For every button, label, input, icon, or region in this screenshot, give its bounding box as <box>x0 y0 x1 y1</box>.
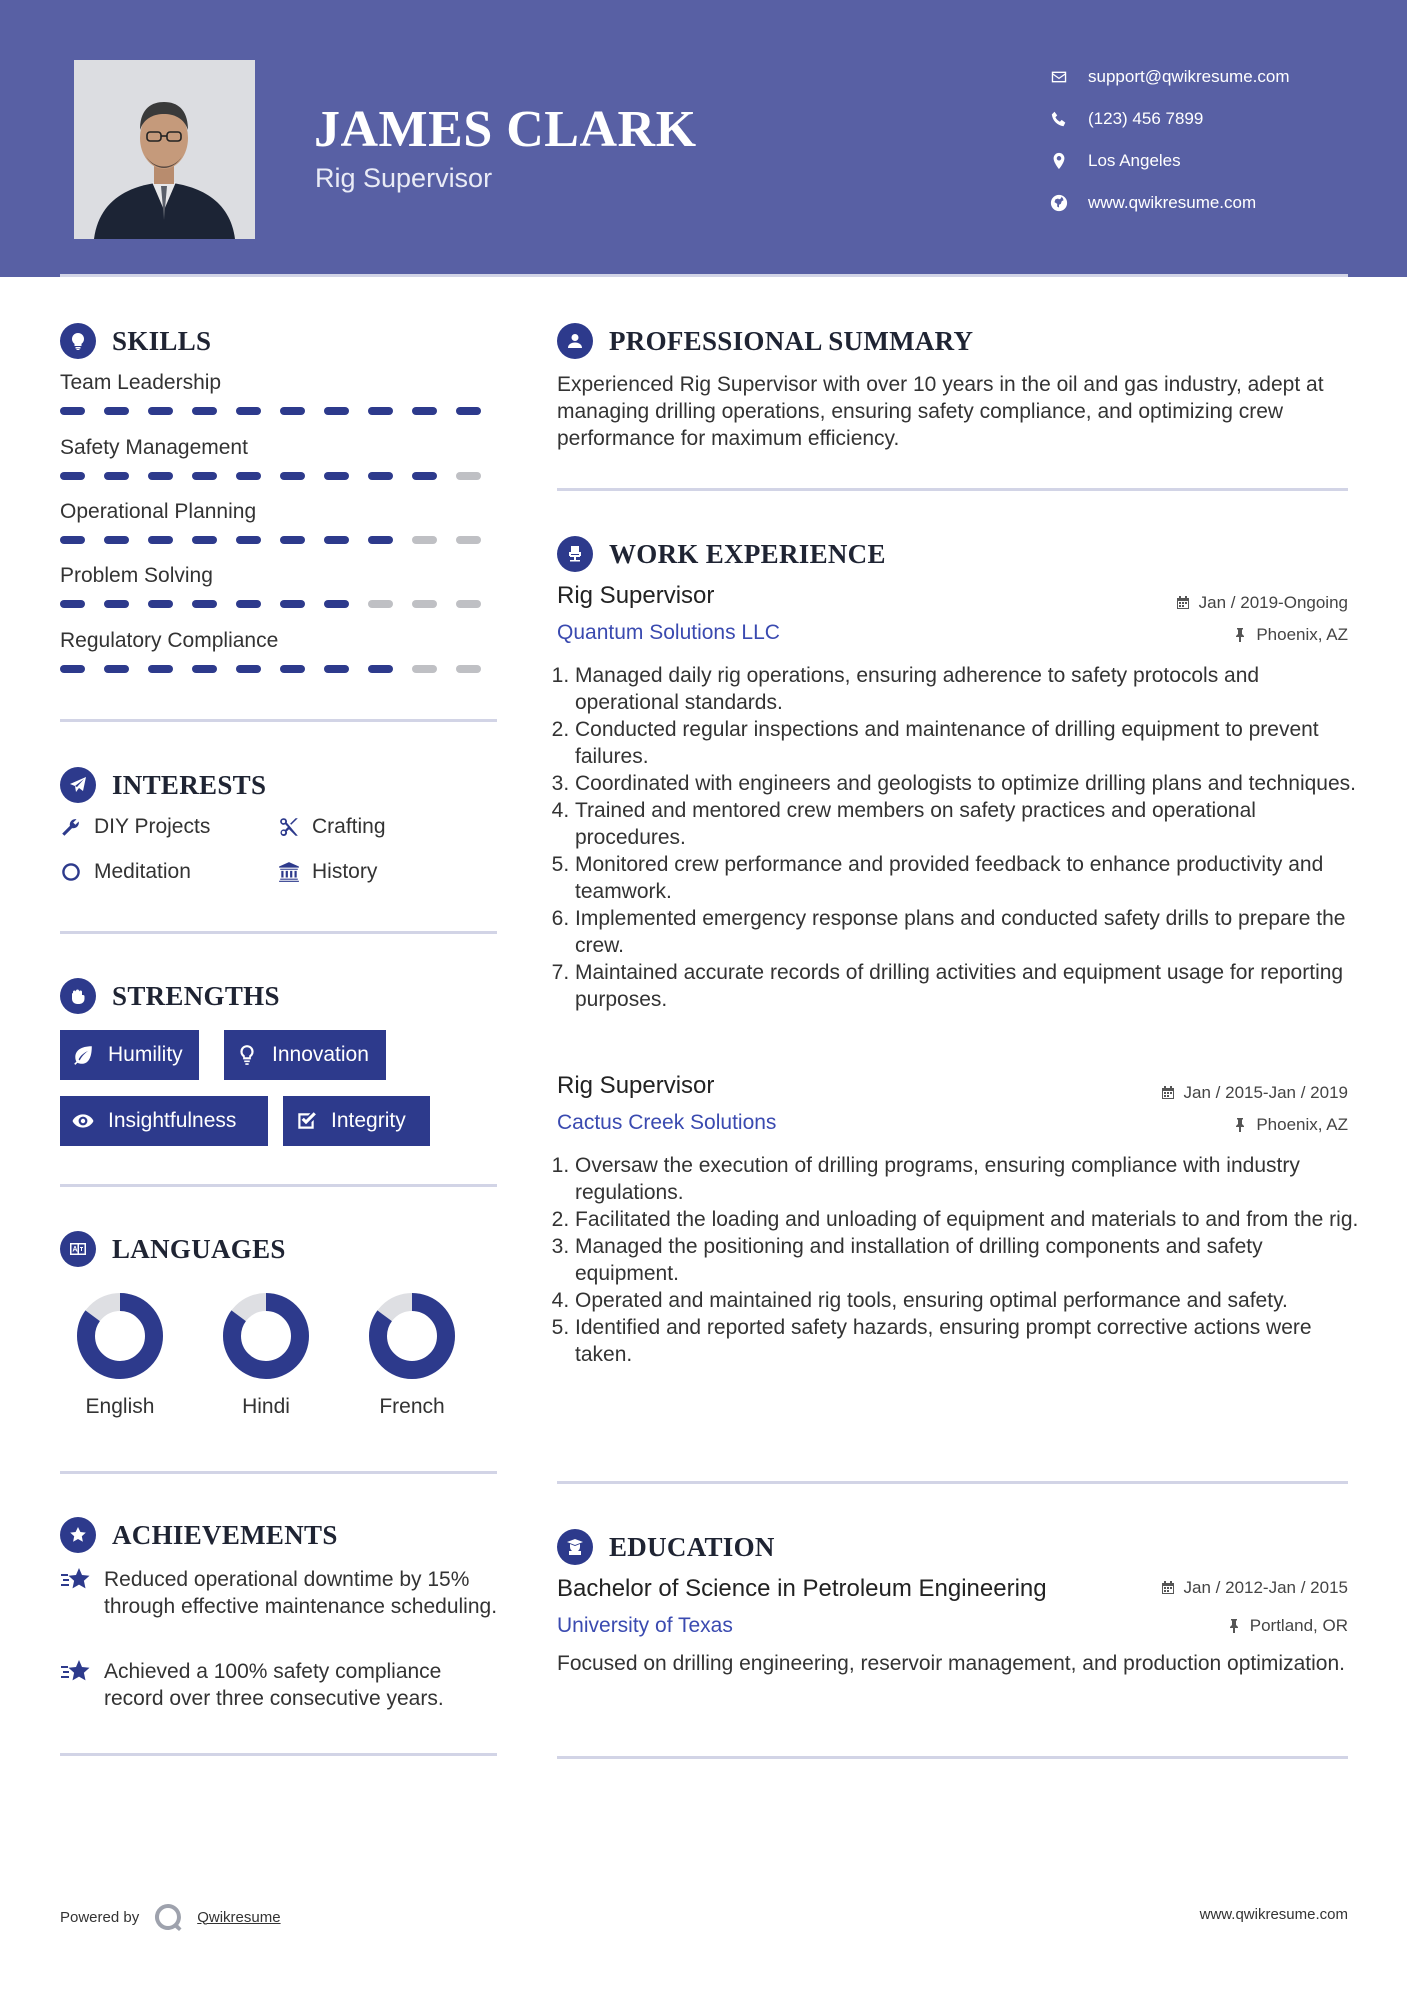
skill-item <box>60 500 500 544</box>
header-divider <box>60 274 1348 277</box>
skill-label: Problem Solving <box>60 564 213 587</box>
profile-photo <box>74 60 255 239</box>
skill-level-dash <box>412 472 437 480</box>
calendar-icon <box>1160 1580 1176 1596</box>
contact-email[interactable] <box>1050 56 1290 98</box>
skill-level-dash <box>192 665 217 673</box>
lightbulb-outline-icon <box>236 1044 258 1066</box>
skill-level-dash <box>280 665 305 673</box>
duty-item: 4. Trained and mentored crew members on safety practices and operational procedures. <box>575 797 1367 851</box>
language-label: English <box>85 1395 155 1418</box>
skill-level-dash <box>60 536 85 544</box>
strength-tag <box>283 1096 430 1146</box>
interest-label: Crafting <box>312 815 386 838</box>
language-item <box>196 1292 336 1419</box>
job-title: Rig Supervisor <box>557 582 715 609</box>
skill-level-dash <box>412 407 437 415</box>
skill-level-dash <box>324 407 349 415</box>
contact-list <box>1050 56 1290 224</box>
skill-level-dash <box>148 600 173 608</box>
candidate-title: Rig Supervisor <box>315 163 493 193</box>
skill-level-dash <box>456 665 481 673</box>
strength-tag <box>224 1030 386 1080</box>
languages-divider <box>60 1471 497 1474</box>
skill-level-dash <box>236 600 261 608</box>
contact-website-text: www.qwikresume.com <box>1088 193 1257 212</box>
language-label: Hindi <box>242 1395 290 1418</box>
skill-level-dash <box>60 665 85 673</box>
skills-divider <box>60 719 497 722</box>
skill-level-dash <box>324 472 349 480</box>
education-degree: Bachelor of Science in Petroleum Engineering <box>557 1575 1047 1602</box>
experience-divider <box>557 1481 1348 1484</box>
circle-icon <box>60 861 82 883</box>
calendar-icon <box>1160 1085 1176 1101</box>
skills-title: SKILLS <box>112 325 212 356</box>
job-duties <box>557 662 1367 1013</box>
skill-level-bar <box>60 665 500 673</box>
pushpin-icon <box>1232 627 1248 643</box>
strength-tag <box>60 1030 199 1080</box>
duty-item: 3. Managed the positioning and installation of drilling components and safety equipment. <box>575 1233 1367 1287</box>
interest-label: DIY Projects <box>94 815 211 838</box>
skill-level-dash <box>280 600 305 608</box>
job-company[interactable]: Cactus Creek Solutions <box>557 1111 777 1134</box>
map-pin-icon <box>1050 152 1068 170</box>
language-item <box>50 1292 190 1419</box>
duty-item: 4. Operated and maintained rig tools, ensuring optimal performance and safety. <box>575 1287 1367 1314</box>
skill-level-dash <box>192 472 217 480</box>
skill-item <box>60 436 500 480</box>
qwikresume-link[interactable]: Qwikresume <box>197 1908 281 1926</box>
duty-item: 2. Facilitated the loading and unloading of equipment and materials to and from the rig. <box>575 1206 1367 1233</box>
skill-level-dash <box>148 665 173 673</box>
job-company[interactable]: Quantum Solutions LLC <box>557 621 780 644</box>
skill-level-dash <box>60 407 85 415</box>
footer-powered-by <box>60 1902 281 1932</box>
skill-level-dash <box>236 536 261 544</box>
skill-label: Regulatory Compliance <box>60 629 279 652</box>
language-item <box>342 1292 482 1419</box>
interest-item <box>278 815 386 839</box>
education-description: Focused on drilling engineering, reservoir management, and production optimization. <box>557 1652 1345 1675</box>
skill-level-dash <box>412 665 437 673</box>
skill-level-dash <box>280 536 305 544</box>
job-dates <box>1160 1083 1348 1103</box>
language-level-ring <box>76 1292 164 1380</box>
job-location <box>1232 625 1348 645</box>
experience-heading <box>557 536 886 572</box>
skill-level-dash <box>236 665 261 673</box>
language-level-ring <box>222 1292 310 1380</box>
skill-level-dash <box>368 472 393 480</box>
duty-item: 5. Identified and reported safety hazards, ensuring prompt corrective actions were taken. <box>575 1314 1367 1368</box>
globe-icon <box>1050 194 1068 212</box>
footer-website[interactable]: www.qwikresume.com <box>1199 1906 1348 1923</box>
skill-level-dash <box>148 407 173 415</box>
job-duties <box>557 1152 1367 1368</box>
job-dates-text: Jan / 2019-Ongoing <box>1198 593 1348 612</box>
office-chair-icon <box>557 536 593 572</box>
strength-label: Insightfulness <box>108 1109 237 1132</box>
education-divider <box>557 1756 1348 1759</box>
achievement-text: Reduced operational downtime by 15% through effective maintenance scheduling. <box>104 1568 498 1618</box>
job-title: Rig Supervisor <box>557 1072 715 1099</box>
interests-title: INTERESTS <box>112 769 267 800</box>
language-level-ring <box>368 1292 456 1380</box>
skill-level-dash <box>60 600 85 608</box>
language-icon <box>60 1231 96 1267</box>
summary-text: Experienced Rig Supervisor with over 10 years in the oil and gas industry, adept at managing drilling operations, ensuring safety compliance, and optimizing crew performance for maximum efficiency. <box>557 373 1324 450</box>
strength-label: Integrity <box>331 1109 406 1132</box>
duty-item: 1. Managed daily rig operations, ensuring adherence to safety protocols and operational standards. <box>575 662 1367 716</box>
pushpin-icon <box>1226 1618 1242 1634</box>
job-location-text: Phoenix, AZ <box>1256 625 1348 644</box>
skill-level-dash <box>368 600 393 608</box>
skill-level-dash <box>368 536 393 544</box>
interest-item <box>60 860 191 884</box>
skill-level-dash <box>148 536 173 544</box>
check-square-icon <box>295 1110 317 1132</box>
skill-level-dash <box>324 600 349 608</box>
skill-level-dash <box>456 407 481 415</box>
skill-level-dash <box>456 536 481 544</box>
interest-label: Meditation <box>94 860 191 883</box>
qwikresume-logo-icon <box>153 1902 183 1932</box>
achievement-text: Achieved a 100% safety compliance record over three consecutive years. <box>104 1660 444 1710</box>
skill-level-bar <box>60 536 500 544</box>
interests-heading <box>60 767 266 803</box>
education-dates-text: Jan / 2012-Jan / 2015 <box>1183 1578 1348 1597</box>
eye-icon <box>72 1110 94 1132</box>
skill-level-dash <box>192 407 217 415</box>
skill-level-dash <box>280 472 305 480</box>
skill-level-dash <box>236 407 261 415</box>
summary-title: PROFESSIONAL SUMMARY <box>609 325 974 356</box>
calendar-icon <box>1175 595 1191 611</box>
strengths-title: STRENGTHS <box>112 980 280 1011</box>
skill-level-dash <box>104 536 129 544</box>
shooting-star-icon <box>60 1566 92 1594</box>
skill-level-dash <box>280 407 305 415</box>
skill-item <box>60 564 500 608</box>
skill-level-dash <box>104 600 129 608</box>
skill-level-dash <box>368 665 393 673</box>
skill-level-dash <box>456 472 481 480</box>
skill-level-dash <box>236 472 261 480</box>
skill-level-dash <box>104 665 129 673</box>
interests-divider <box>60 931 497 934</box>
strengths-divider <box>60 1184 497 1187</box>
summary-divider <box>557 488 1348 491</box>
job-dates <box>1175 593 1348 613</box>
strengths-heading <box>60 978 280 1014</box>
skill-level-dash <box>60 472 85 480</box>
skill-level-dash <box>412 600 437 608</box>
interest-item <box>278 860 377 884</box>
leaf-icon <box>72 1044 94 1066</box>
contact-location <box>1050 140 1290 182</box>
skill-level-dash <box>104 407 129 415</box>
languages-heading <box>60 1231 286 1267</box>
skills-heading <box>60 323 211 359</box>
skill-level-bar <box>60 600 500 608</box>
skill-level-dash <box>192 600 217 608</box>
achievement-item <box>60 1658 500 1712</box>
duty-item: 6. Implemented emergency response plans and conducted safety drills to prepare the crew. <box>575 905 1367 959</box>
skill-level-dash <box>104 472 129 480</box>
skill-level-bar <box>60 472 500 480</box>
paper-plane-icon <box>60 767 96 803</box>
skill-level-dash <box>148 472 173 480</box>
skill-level-dash <box>324 536 349 544</box>
skill-level-dash <box>456 600 481 608</box>
envelope-icon <box>1050 68 1068 86</box>
resume-header <box>0 0 1407 277</box>
lightbulb-icon <box>60 323 96 359</box>
achievements-divider <box>60 1753 497 1756</box>
skill-item <box>60 629 500 673</box>
contact-phone-text: (123) 456 7899 <box>1088 109 1204 128</box>
experience-title: WORK EXPERIENCE <box>609 538 886 569</box>
duty-item: 1. Oversaw the execution of drilling programs, ensuring compliance with industry regulations. <box>575 1152 1367 1206</box>
duty-item: 5. Monitored crew performance and provided feedback to enhance productivity and teamwork. <box>575 851 1367 905</box>
pushpin-icon <box>1232 1117 1248 1133</box>
strength-tag <box>60 1096 268 1146</box>
achievement-item <box>60 1566 500 1620</box>
languages-title: LANGUAGES <box>112 1233 286 1264</box>
skill-level-dash <box>192 536 217 544</box>
education-title: EDUCATION <box>609 1531 775 1562</box>
museum-icon <box>278 861 300 883</box>
education-heading <box>557 1529 775 1565</box>
user-icon <box>557 323 593 359</box>
duty-item: 2. Conducted regular inspections and maintenance of drilling equipment to prevent failures. <box>575 716 1367 770</box>
job-location <box>1232 1115 1348 1135</box>
language-label: French <box>379 1395 445 1418</box>
skill-label: Team Leadership <box>60 371 222 394</box>
interest-item <box>60 815 210 839</box>
strength-label: Humility <box>108 1043 183 1066</box>
skill-label: Safety Management <box>60 436 248 459</box>
achievements-heading <box>60 1517 338 1553</box>
duty-item: 7. Maintained accurate records of drilling activities and equipment usage for reporting purposes. <box>575 959 1367 1013</box>
job-location-text: Phoenix, AZ <box>1256 1115 1348 1134</box>
person-portrait-image <box>74 60 255 239</box>
skill-level-dash <box>368 407 393 415</box>
education-dates <box>1160 1578 1348 1598</box>
duty-item: 3. Coordinated with engineers and geologists to optimize drilling plans and techniques. <box>575 770 1367 797</box>
fist-icon <box>60 978 96 1014</box>
skill-level-dash <box>412 536 437 544</box>
strength-label: Innovation <box>272 1043 369 1066</box>
skill-level-dash <box>324 665 349 673</box>
graduate-icon <box>557 1529 593 1565</box>
education-school[interactable]: University of Texas <box>557 1614 733 1637</box>
wrench-icon <box>60 816 82 838</box>
achievements-title: ACHIEVEMENTS <box>112 1519 338 1550</box>
job-dates-text: Jan / 2015-Jan / 2019 <box>1183 1083 1348 1102</box>
contact-email-text: support@qwikresume.com <box>1088 67 1290 86</box>
powered-by-text: Powered by <box>60 1908 140 1926</box>
shooting-star-icon <box>60 1658 92 1686</box>
skill-label: Operational Planning <box>60 500 257 523</box>
education-location-text: Portland, OR <box>1249 1616 1348 1635</box>
scissors-icon <box>278 816 300 838</box>
contact-website[interactable] <box>1050 182 1290 224</box>
skill-level-bar <box>60 407 500 415</box>
candidate-name: JAMES CLARK <box>314 101 697 158</box>
contact-phone[interactable] <box>1050 98 1290 140</box>
contact-location-text: Los Angeles <box>1088 151 1181 170</box>
phone-icon <box>1050 110 1068 128</box>
skill-item <box>60 371 500 415</box>
star-badge-icon <box>60 1517 96 1553</box>
interest-label: History <box>312 860 378 883</box>
education-location <box>1226 1616 1348 1636</box>
summary-heading <box>557 323 973 359</box>
